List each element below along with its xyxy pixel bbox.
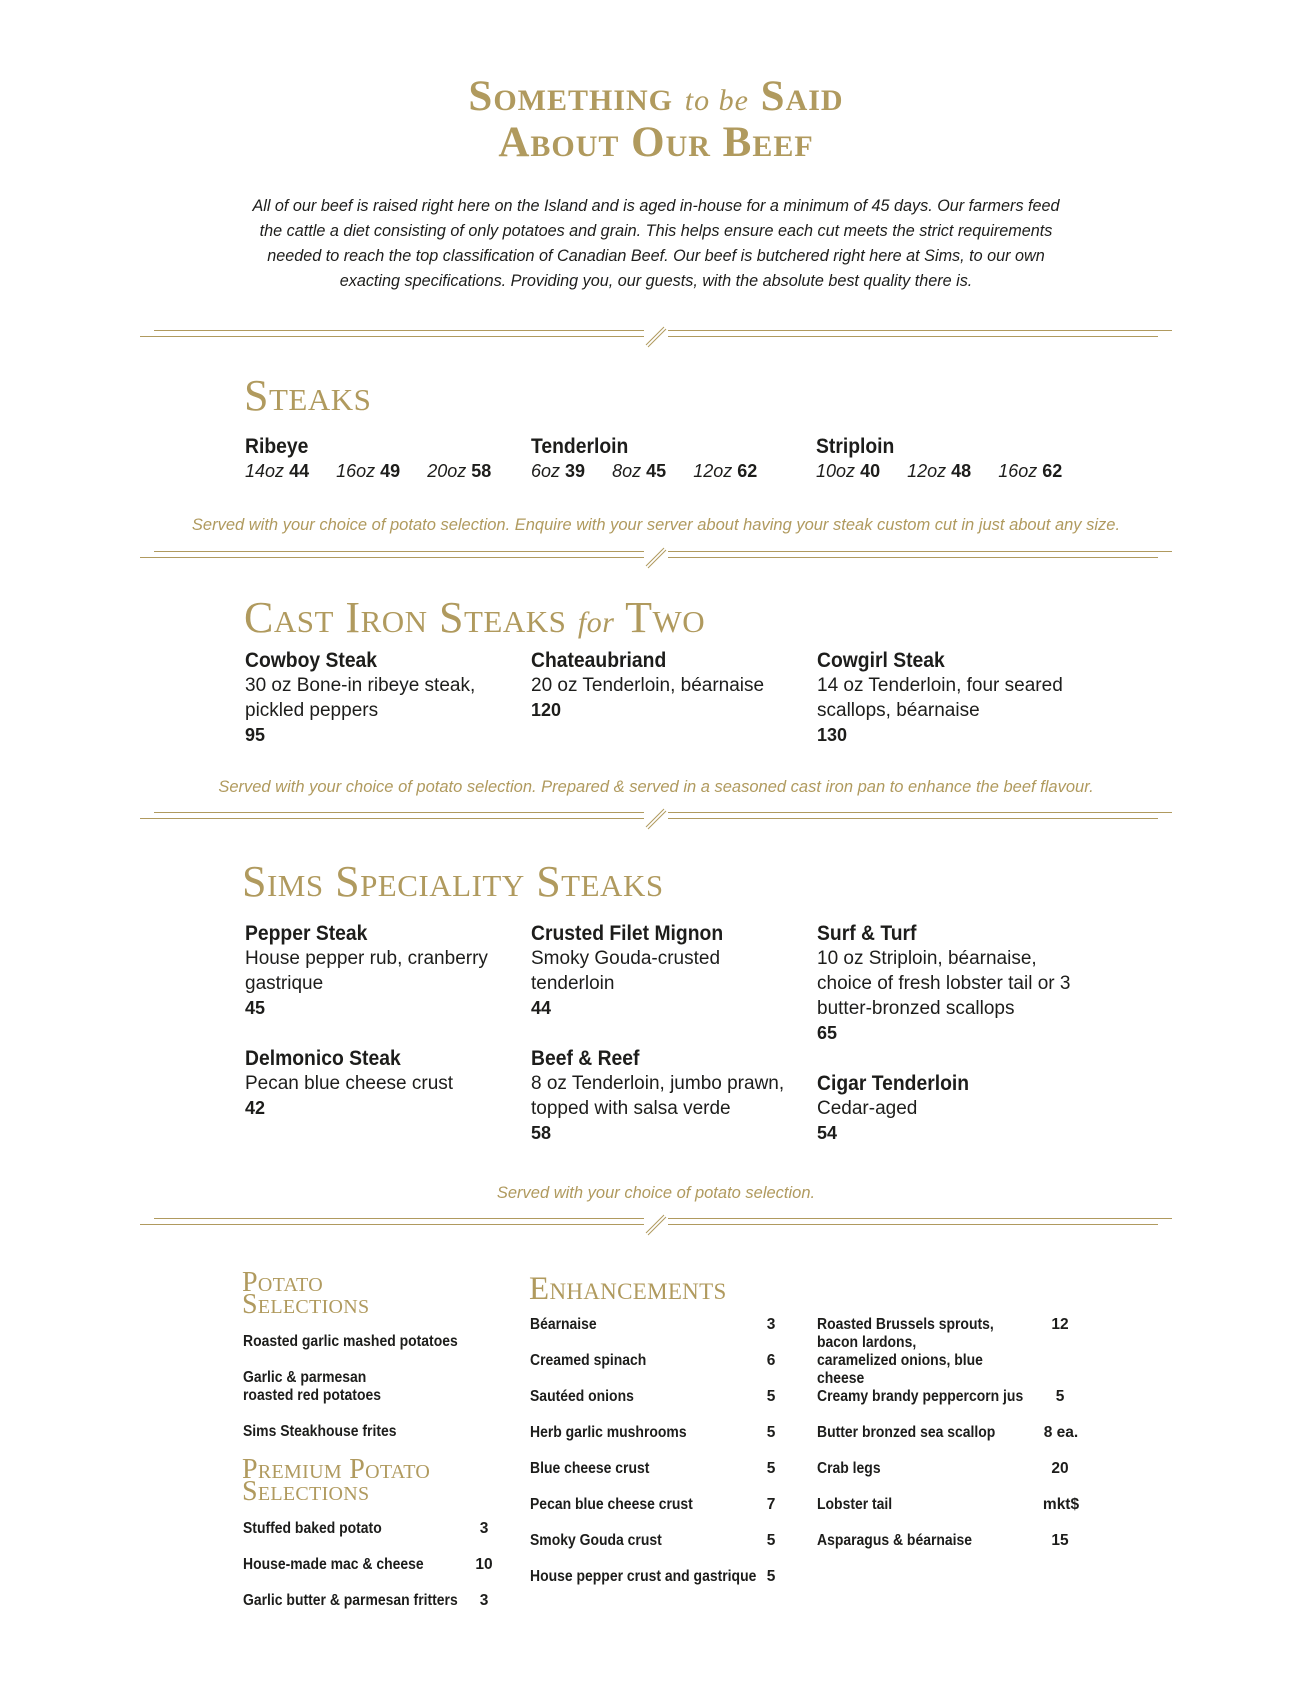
item-name: Cowboy Steak [245, 649, 378, 672]
item-price: 20 [1051, 1460, 1069, 1477]
list-item: Garlic & parmesan roasted red potatoes [243, 1369, 381, 1404]
item-price: 65 [817, 1023, 838, 1043]
title-word: Something [468, 73, 674, 120]
item-desc: Cedar-aged [817, 1098, 918, 1119]
item-price: 5 [766, 1532, 776, 1549]
size-prices: 6oz 39 8oz 45 12oz 62 [531, 461, 758, 481]
size-prices: 14oz 44 16oz 49 20oz 58 [245, 461, 492, 481]
list-item: Herb garlic mushrooms [530, 1424, 687, 1441]
section-title-steaks: Steaks [244, 371, 372, 420]
list-item: Roasted Brussels sprouts, bacon lardons, caramelized onions, blue cheese [817, 1316, 994, 1387]
list-item: Garlic butter & parmesan fritters [243, 1592, 458, 1609]
item-desc: 30 oz Bone-in ribeye steak, pickled peppers [245, 675, 476, 721]
list-item: Stuffed baked potato [243, 1520, 382, 1537]
item-desc: 8 oz Tenderloin, jumbo prawn, topped with salsa verde [531, 1073, 785, 1119]
divider [140, 1213, 1172, 1243]
title-word: Said [760, 73, 844, 120]
item-price: 5 [766, 1460, 776, 1477]
menu-item [816, 434, 1084, 484]
menu-item [531, 1046, 801, 1146]
item-name: Delmonico Steak [245, 1047, 401, 1070]
item-name: Chateaubriand [531, 649, 667, 672]
item-name: Cowgirl Steak [817, 649, 945, 672]
item-price: 130 [817, 725, 848, 745]
item-price: 5 [766, 1568, 776, 1585]
item-price: 6 [766, 1352, 776, 1369]
size-prices: 10oz 40 12oz 48 16oz 62 [816, 461, 1063, 481]
list-item: Crab legs [817, 1460, 881, 1477]
section-title-potato: Potato Selections [242, 1267, 370, 1320]
item-price: 5 [1055, 1388, 1065, 1405]
menu-item [531, 648, 801, 723]
item-price: 44 [531, 998, 552, 1018]
section-note: Served with your choice of potato selection. Enquire with your server about having your steak custom cut in just about any size. [191, 516, 1121, 534]
menu-item [245, 921, 505, 1021]
item-desc: 10 oz Striploin, béarnaise, choice of fresh lobster tail or 3 butter-bronzed scallops [817, 948, 1071, 1019]
page-title [0, 74, 1312, 124]
item-price: 8 ea. [1043, 1424, 1079, 1441]
title-script: to be [684, 84, 749, 117]
intro-text: All of our beef is raised right here on the Island and is aged in-house for a minimum of 45 days. Our farmers feed the cattle a diet consisting of only potatoes and grain. This helps ensure each cut meets the strict requirements needed to reach the top classification of Canadian Beef. Our beef is butchered right here at Sims, to our own exacting specifications. Providing you, our guests, with the absolute best quality there is. [252, 197, 1060, 290]
menu-item [531, 434, 779, 484]
item-price: mkt$ [1042, 1496, 1080, 1513]
item-desc: 20 oz Tenderloin, béarnaise [531, 675, 765, 696]
item-price: 5 [766, 1424, 776, 1441]
section-note: Served with your choice of potato selection. [496, 1184, 816, 1202]
list-item: Butter bronzed sea scallop [817, 1424, 996, 1441]
item-price: 42 [245, 1098, 266, 1118]
item-price: 58 [531, 1123, 552, 1143]
list-item: Blue cheese crust [530, 1460, 650, 1477]
section-title-enhancements: Enhancements [529, 1271, 727, 1307]
list-item: Pecan blue cheese crust [530, 1496, 693, 1513]
list-item: Smoky Gouda crust [530, 1532, 662, 1549]
menu-item [817, 648, 1077, 748]
item-price: 3 [766, 1316, 776, 1333]
section-title-cast-iron: Cast Iron Steaks for Two [244, 593, 706, 642]
list-item: House pepper crust and gastrique [530, 1568, 757, 1585]
section-title-speciality: Sims Speciality Steaks [242, 857, 664, 906]
list-item: Asparagus & béarnaise [817, 1532, 973, 1549]
item-name: Surf & Turf [817, 922, 917, 945]
list-item: Sims Steakhouse frites [243, 1423, 397, 1440]
item-price: 7 [766, 1496, 776, 1513]
divider [140, 546, 1172, 576]
item-desc: Pecan blue cheese crust [245, 1073, 454, 1094]
list-item: Creamy brandy peppercorn jus [817, 1388, 1024, 1405]
item-price: 10 [475, 1556, 493, 1573]
item-price: 5 [766, 1388, 776, 1405]
item-price: 15 [1051, 1532, 1069, 1549]
section-title-premium-potato: Premium Potato Selections [242, 1454, 431, 1507]
list-item: Roasted garlic mashed potatoes [243, 1333, 458, 1350]
item-price: 120 [531, 700, 562, 720]
item-price: 12 [1051, 1316, 1069, 1333]
list-item: House-made mac & cheese [243, 1556, 424, 1573]
list-item: Béarnaise [530, 1316, 597, 1333]
item-price: 95 [245, 725, 266, 745]
item-name: Tenderloin [531, 435, 629, 458]
menu-item [245, 434, 513, 484]
item-desc: House pepper rub, cranberry gastrique [245, 948, 488, 994]
divider [140, 325, 1172, 355]
item-desc: Smoky Gouda-crusted tenderloin [531, 948, 721, 994]
item-price: 3 [479, 1520, 489, 1537]
section-note: Served with your choice of potato selection. Prepared & served in a seasoned cast iron pan to enhance the beef flavour. [218, 778, 1094, 796]
item-price: 3 [479, 1592, 489, 1609]
menu-item [817, 921, 1072, 1046]
menu-item [245, 1046, 505, 1121]
menu-item [531, 921, 781, 1021]
title-word: About Our Beef [498, 119, 814, 166]
item-price: 45 [245, 998, 266, 1018]
item-name: Striploin [816, 435, 895, 458]
item-name: Ribeye [245, 435, 309, 458]
item-name: Pepper Steak [245, 922, 368, 945]
list-item: Lobster tail [817, 1496, 893, 1513]
menu-item [817, 1071, 1072, 1146]
item-name: Cigar Tenderloin [817, 1072, 970, 1095]
item-price: 54 [817, 1123, 838, 1143]
item-name: Crusted Filet Mignon [531, 922, 724, 945]
list-item: Sautéed onions [530, 1388, 634, 1405]
page-title-line2 [0, 120, 1312, 166]
divider [140, 807, 1172, 837]
item-name: Beef & Reef [531, 1047, 640, 1070]
menu-item [245, 648, 505, 748]
list-item: Creamed spinach [530, 1352, 647, 1369]
item-desc: 14 oz Tenderloin, four seared scallops, béarnaise [817, 675, 1063, 721]
